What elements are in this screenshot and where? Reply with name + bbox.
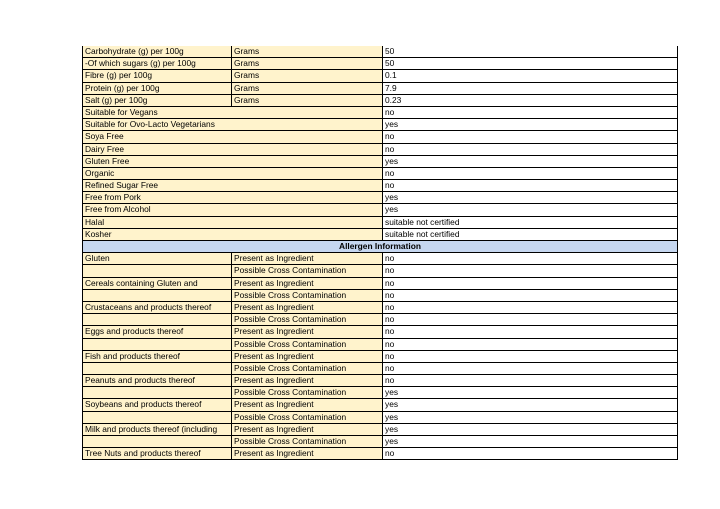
allergen-label <box>83 436 231 447</box>
allergen-value: no <box>382 339 677 350</box>
table-row <box>83 229 677 241</box>
table-row <box>83 448 677 460</box>
allergen-label <box>83 412 231 423</box>
table-row <box>83 192 677 204</box>
row-label: -Of which sugars (g) per 100g <box>83 58 231 69</box>
row-value: yes <box>382 192 677 203</box>
row-label: Salt (g) per 100g <box>83 95 231 106</box>
allergen-label <box>83 339 231 350</box>
allergen-value: yes <box>382 387 677 398</box>
allergen-value: no <box>382 375 677 386</box>
table-row <box>83 265 677 277</box>
allergen-type: Possible Cross Contamination <box>231 436 382 447</box>
table-row <box>83 326 677 338</box>
allergen-type: Possible Cross Contamination <box>231 412 382 423</box>
row-label: Kosher <box>83 229 382 240</box>
allergen-label <box>83 265 231 276</box>
allergen-value: no <box>382 351 677 362</box>
row-value: 50 <box>382 46 677 57</box>
table-row <box>83 339 677 351</box>
row-label: Organic <box>83 168 382 179</box>
allergen-type: Possible Cross Contamination <box>231 363 382 374</box>
table-row <box>83 144 677 156</box>
row-value: no <box>382 180 677 191</box>
allergen-value: no <box>382 448 677 459</box>
allergen-label <box>83 363 231 374</box>
allergen-label <box>83 387 231 398</box>
allergen-type: Present as Ingredient <box>231 253 382 264</box>
allergen-type: Present as Ingredient <box>231 278 382 289</box>
row-unit: Grams <box>231 58 382 69</box>
allergen-value: yes <box>382 399 677 410</box>
row-value: 7.9 <box>382 83 677 94</box>
row-label: Halal <box>83 217 382 228</box>
row-unit: Grams <box>231 83 382 94</box>
row-label: Fibre (g) per 100g <box>83 70 231 81</box>
allergen-type: Present as Ingredient <box>231 424 382 435</box>
allergen-value: no <box>382 278 677 289</box>
row-value: 0.23 <box>382 95 677 106</box>
row-value: no <box>382 107 677 118</box>
row-label: Free from Pork <box>83 192 382 203</box>
allergen-value: yes <box>382 436 677 447</box>
allergen-label <box>83 314 231 325</box>
row-value: suitable not certified <box>382 217 677 228</box>
allergen-type: Possible Cross Contamination <box>231 265 382 276</box>
allergen-label: Crustaceans and products thereof <box>83 302 231 313</box>
row-label: Protein (g) per 100g <box>83 83 231 94</box>
table-row <box>83 131 677 143</box>
table-row <box>83 399 677 411</box>
allergen-label: Eggs and products thereof <box>83 326 231 337</box>
row-label: Soya Free <box>83 131 382 142</box>
table-row <box>83 290 677 302</box>
allergen-label: Cereals containing Gluten and <box>83 278 231 289</box>
allergen-type: Present as Ingredient <box>231 375 382 386</box>
table-row <box>83 107 677 119</box>
allergen-value: no <box>382 363 677 374</box>
allergen-type: Possible Cross Contamination <box>231 339 382 350</box>
table-row <box>83 83 677 95</box>
allergen-label <box>83 290 231 301</box>
table-row <box>83 314 677 326</box>
row-label: Suitable for Vegans <box>83 107 382 118</box>
allergen-type: Possible Cross Contamination <box>231 387 382 398</box>
table-row <box>83 95 677 107</box>
table-row <box>83 70 677 82</box>
row-value: 0.1 <box>382 70 677 81</box>
allergen-type: Possible Cross Contamination <box>231 314 382 325</box>
allergen-type: Present as Ingredient <box>231 399 382 410</box>
allergen-value: no <box>382 290 677 301</box>
allergen-value: no <box>382 253 677 264</box>
allergen-value: no <box>382 302 677 313</box>
row-value: yes <box>382 204 677 215</box>
table-row <box>83 424 677 436</box>
table-row <box>83 58 677 70</box>
row-value: suitable not certified <box>382 229 677 240</box>
spec-sheet-table <box>82 46 678 460</box>
row-label: Gluten Free <box>83 156 382 167</box>
allergen-label: Tree Nuts and products thereof <box>83 448 231 459</box>
row-value: no <box>382 144 677 155</box>
allergen-value: yes <box>382 424 677 435</box>
row-value: no <box>382 131 677 142</box>
table-row <box>83 351 677 363</box>
allergen-label: Milk and products thereof (including <box>83 424 231 435</box>
row-label: Carbohydrate (g) per 100g <box>83 46 231 57</box>
row-label: Refined Sugar Free <box>83 180 382 191</box>
allergen-type: Present as Ingredient <box>231 448 382 459</box>
section-title: Allergen Information <box>339 241 421 251</box>
table-row <box>83 156 677 168</box>
table-row <box>83 217 677 229</box>
row-unit: Grams <box>231 70 382 81</box>
row-label: Dairy Free <box>83 144 382 155</box>
allergen-label: Soybeans and products thereof <box>83 399 231 410</box>
table-row <box>83 180 677 192</box>
table-row <box>83 412 677 424</box>
table-row <box>83 375 677 387</box>
allergen-value: no <box>382 314 677 325</box>
row-label: Suitable for Ovo-Lacto Vegetarians <box>83 119 382 130</box>
table-row <box>83 204 677 216</box>
allergen-value: no <box>382 265 677 276</box>
table-row <box>83 168 677 180</box>
row-value: yes <box>382 156 677 167</box>
table-row <box>83 253 677 265</box>
table-row <box>83 302 677 314</box>
allergen-type: Present as Ingredient <box>231 326 382 337</box>
row-value: 50 <box>382 58 677 69</box>
allergen-section-header <box>83 241 677 253</box>
table-row <box>83 119 677 131</box>
table-row <box>83 278 677 290</box>
table-row <box>83 363 677 375</box>
table-row <box>83 46 677 58</box>
allergen-type: Possible Cross Contamination <box>231 290 382 301</box>
allergen-type: Present as Ingredient <box>231 302 382 313</box>
allergen-label: Peanuts and products thereof <box>83 375 231 386</box>
table-row <box>83 387 677 399</box>
row-value: yes <box>382 119 677 130</box>
allergen-type: Present as Ingredient <box>231 351 382 362</box>
allergen-label: Gluten <box>83 253 231 264</box>
allergen-label: Fish and products thereof <box>83 351 231 362</box>
table-row <box>83 436 677 448</box>
row-unit: Grams <box>231 46 382 57</box>
row-unit: Grams <box>231 95 382 106</box>
allergen-value: no <box>382 326 677 337</box>
row-label: Free from Alcohol <box>83 204 382 215</box>
allergen-value: yes <box>382 412 677 423</box>
row-value: no <box>382 168 677 179</box>
